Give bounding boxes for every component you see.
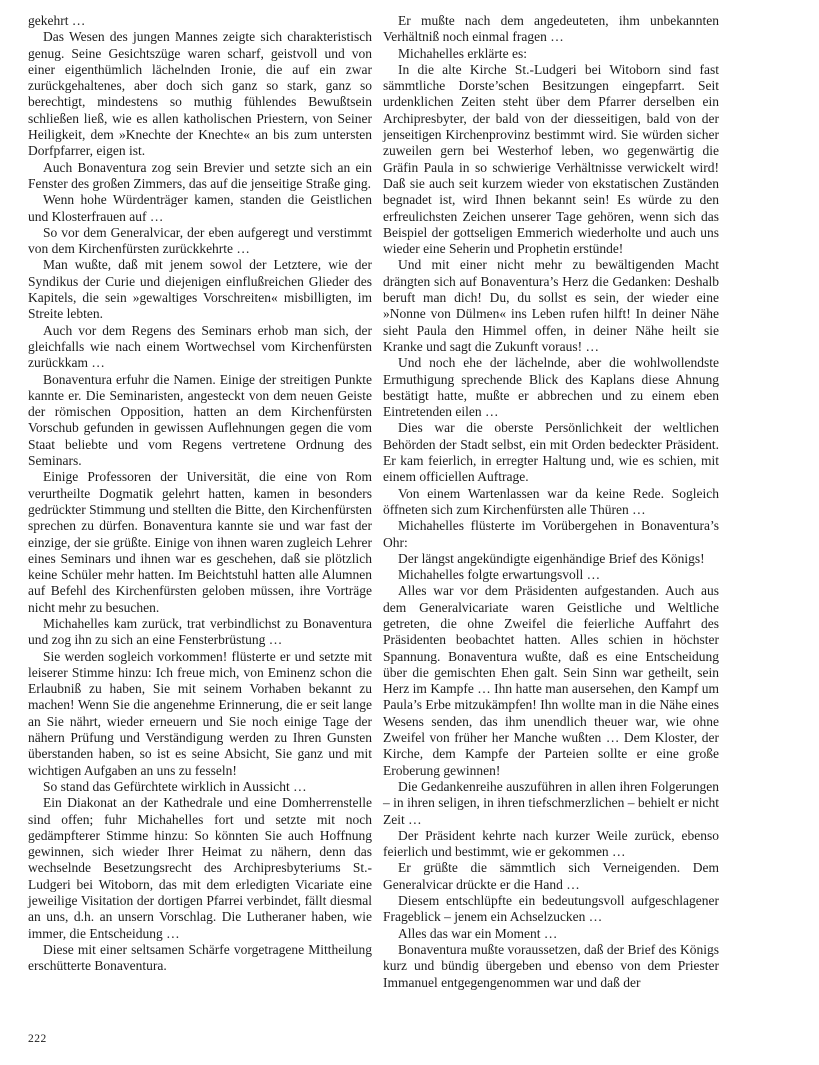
paragraph: Diesem entschlüpfte ein bedeutungsvoll aufgeschlagener Frageblick – jenem ein Achselzucken … [383, 893, 719, 925]
paragraph: Ein Diakonat an der Kathedrale und eine Domherrenstelle sind offen; fuhr Michahelles fort und setzte mit noch gedämpfterer Stimme hinzu: So könnten Sie auch Hoffnung gewinnen, sich wieder Ihrer Heimat zu nähern, denn das wechselnde Besetzungsrecht des Archipresbyteriums St.-Ludgeri bei Witoborn, das mit dem erledigten Vicariate eine jeweilige Visitation der dortigen Pfarrei verbindet, fällt diesmal an uns, d.h. an unsern Vorschlag. Die Lutheraner haben, wie immer, die Entscheidung … [28, 795, 372, 941]
paragraph: Einige Professoren der Universität, die eine von Rom verurtheilte Dogmatik gelehrt hatten, kamen in besonders gedrückter Stimmung und stellten die Bitte, den Kirchenfürsten sprechen zu dürfen. Bonaventura kannte sie und war fast der einzige, der sie grüßte. Einige von ihnen waren zugleich Lehrer eines Seminars und ihnen war es geschehen, daß sie plötzlich keine Schüler mehr hatten. Im Beichtstuhl hatten alle Alumnen auf Befehl des Kirchenfürsten geloben müssen, ihre Vorträge nicht mehr zu besuchen. [28, 469, 372, 615]
right-column [383, 13, 719, 991]
paragraph: Und noch ehe der lächelnde, aber die wohlwollendste Ermuthigung sprechende Blick des Kaplans diese Ahnung bestätigt hatte, mußte er abbrechen und zu einem eben Eintretenden eilen … [383, 355, 719, 420]
paragraph: Der längst angekündigte eigenhändige Brief des Königs! [398, 550, 705, 566]
left-column [28, 13, 372, 991]
paragraph: gekehrt … [28, 13, 86, 28]
paragraph: Er mußte nach dem angedeuteten, ihm unbekannten Verhältniß noch einmal fragen … [383, 13, 719, 45]
paragraph: Und mit einer nicht mehr zu bewältigenden Macht drängten sich auf Bonaventura’s Herz die Gedanken: Deshalb beruft man dich! Du, du sollst es sein, der wieder eine »Nonne von Dülmen« ins Leben rufen hilft! In deiner Nähe sieht Paula den Himmel offen, in deiner Nähe heilt sie Kranke und sagt die Zukunft voraus! … [383, 257, 719, 354]
paragraph: Michahelles folgte erwartungsvoll … [398, 567, 601, 583]
paragraph: Man wußte, daß mit jenem sowol der Letztere, wie der Syndikus der Curie und diejenigen einflußreichen Glieder des Kapitels, die sein »gewaltiges Vorschreiten« misbilligten, im Streite lebten. [28, 257, 372, 322]
paragraph: Bonaventura mußte voraussetzen, daß der Brief des Königs kurz und bündig übergeben und ebenso von dem Priester Immanuel entgegengenommen war und daß der [383, 941, 719, 990]
paragraph: So stand das Gefürchtete wirklich in Aussicht … [43, 778, 307, 794]
paragraph: Alles war vor dem Präsidenten aufgestanden. Auch aus dem Generalvicariate waren Geistliche und Weltliche getreten, die ohne Zweifel die feierliche Auffahrt des Präsidenten beobachtet hatten. Alles schien in höchster Spannung. Bonaventura wußte, daß es eine Entscheidung über die gemischten Ehen galt. Sein Sinn war getheilt, sein Herz im Kampfe … Ihn hatte man ausersehen, den Kampf um Paula’s Erbe mitzukämpfen! Ihn wollte man in die Nähe eines Wesens senden, das ihm unendlich theuer war, wie ohne Zweifel von früher her Manche wußten … Dem Kloster, der Kirche, dem Kampfe der Parteien sollte er eine große Eroberung gewinnen! [383, 583, 719, 778]
paragraph: Das Wesen des jungen Mannes zeigte sich charakteristisch genug. Seine Gesichtszüge waren scharf, geistvoll und von einer eigenthümlich lächelnden Ironie, die auf ein zwar zurückgehaltenes, aber doch sich ganz so stark, ganz so berechtigt, mindestens so muthig fühlendes Bewußtsein schließen ließ, wie es allen katholischen Priestern, von Seiner Heiligkeit, dem »Knechte der Knechte« an bis zum untersten Dorfpfarrer, eigen ist. [28, 29, 372, 159]
paragraph: Auch vor dem Regens des Seminars erhob man sich, der gleichfalls wie nach einem Wortwechsel vom Kirchenfürsten zurückkam … [28, 322, 372, 371]
paragraph: Bonaventura erfuhr die Namen. Einige der streitigen Punkte kannte er. Die Seminaristen, angesteckt von dem neuen Geiste der römischen Opposition, hatten an dem Kirchenfürsten Vorschub gefunden in gewissen Auflehnungen gegen die vom Staat beliebte und vom Regens vertretene Ordnung des Seminars. [28, 371, 372, 469]
paragraph: Auch Bonaventura zog sein Brevier und setzte sich an ein Fenster des großen Zimmers, das auf die jenseitige Straße ging. [28, 159, 372, 191]
paragraph: In die alte Kirche St.-Ludgeri bei Witoborn sind fast sämmtliche Dorste’schen Besitzungen eingepfarrt. Seit urdenklichen Zeiten steht über dem Pfarrer derselben ein Archipresbyter, der bald von der diesseitigen, bald von der jenseitigen Kirchenprovinz bestimmt wird. Sie würden sicher zuweilen gern bei Westerhof leben, wo gegenwärtig die Gräfin Paula in so schwierige Verhältnisse verwickelt wird! Daß sie auch seit kurzem wieder von ekstatischen Zuständen begnadet ist, wird Ihnen bekannt sein! Es würde zu den erfreulichsten Zeichen unserer Tage gehören, wenn sich das Beispiel der gottseligen Emmerich wiederholte und auch uns wieder eine Seherin und Prophetin erstünde! [383, 61, 719, 257]
paragraph: Michahelles kam zurück, trat verbindlichst zu Bonaventura und zog ihn zu sich an eine Fensterbrüstung … [28, 615, 372, 648]
paragraph: Michahelles flüsterte im Vorübergehen in Bonaventura’s Ohr: [383, 518, 719, 550]
paragraph: Wenn hohe Würdenträger kamen, standen die Geistlichen und Klosterfrauen auf … [28, 192, 372, 224]
paragraph: Der Präsident kehrte nach kurzer Weile zurück, ebenso feierlich und bestimmt, wie er gekommen … [383, 827, 719, 860]
paragraph: Alles das war ein Moment … [398, 925, 558, 941]
paragraph: Die Gedankenreihe auszuführen in allen ihren Folgerungen – in ihren seligen, in ihren tiefschmerzlichen – behielt er nicht Zeit … [383, 778, 719, 827]
paragraph: Er grüßte die sämmtlich sich Verneigenden. Dem Generalvicar drückte er die Hand … [383, 860, 719, 892]
paragraph: Dies war die oberste Persönlichkeit der weltlichen Behörden der Stadt selbst, ein mit Orden bedeckter Präsident. Er kam feierlich, in erregter Haltung und, wie es schien, mit einem officiellen Auftrage. [383, 420, 719, 485]
paragraph: Sie werden sogleich vorkommen! flüsterte er und setzte mit leiserer Stimme hinzu: Ich freue mich, von Eminenz schon die Erlaubniß zu haben, Sie mit seinem Vorhaben bekannt zu machen! Wenn Sie die angenehme Erinnerung, die er seit lange an Sie nährt, wieder erneuern und Sie noch einige Tage der nähern Prüfung und Verständigung werden zu Ihren Gunsten überstanden haben, so ist es seine Absicht, Sie ganz und mit wichtigen Aufgaben an uns zu fesseln! [28, 648, 372, 778]
page-columns [28, 13, 719, 991]
page-number: 222 [28, 1033, 47, 1045]
paragraph: So vor dem Generalvicar, der eben aufgeregt und verstimmt von dem Kirchenfürsten zurückkehrte … [28, 224, 372, 257]
paragraph: Diese mit einer seltsamen Schärfe vorgetragene Mittheilung erschütterte Bonaventura. [28, 941, 372, 974]
paragraph: Michahelles erklärte es: [398, 45, 527, 61]
paragraph: Von einem Wartenlassen war da keine Rede. Sogleich öffneten sich zum Kirchenfürsten alle Thüren … [383, 485, 719, 517]
